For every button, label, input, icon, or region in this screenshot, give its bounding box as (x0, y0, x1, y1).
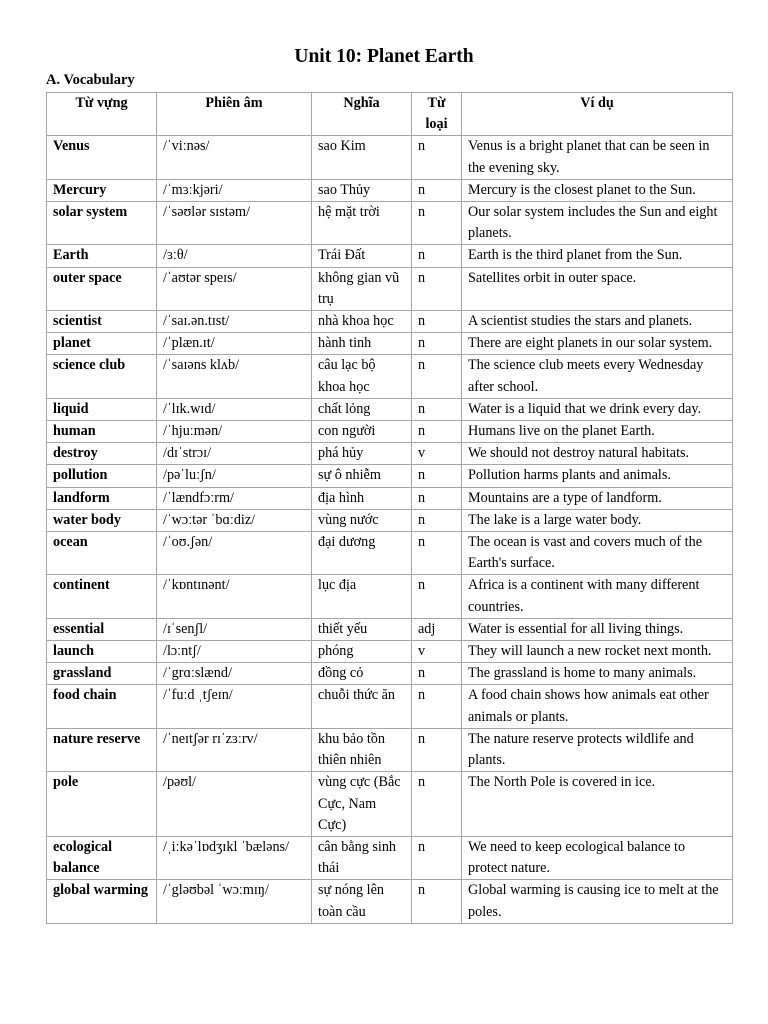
cell-word: water body (47, 509, 157, 531)
cell-example: Mountains are a type of landform. (462, 487, 733, 509)
cell-ipa: /ˈsəʊlər sɪstəm/ (157, 202, 312, 245)
cell-meaning: chất lỏng (312, 398, 412, 420)
cell-word: Earth (47, 245, 157, 267)
cell-type: n (412, 728, 462, 771)
cell-example: There are eight planets in our solar system. (462, 333, 733, 355)
cell-type: n (412, 202, 462, 245)
cell-ipa: /ˈsaɪəns klʌb/ (157, 355, 312, 398)
table-row (47, 641, 733, 663)
table-row (47, 333, 733, 355)
cell-ipa: /ˈsaɪ.ən.tɪst/ (157, 311, 312, 333)
table-row (47, 421, 733, 443)
column-header-ipa: Phiên âm (157, 93, 312, 136)
cell-example: Our solar system includes the Sun and eight planets. (462, 202, 733, 245)
table-row (47, 202, 733, 245)
cell-ipa: /ˈgrɑːslænd/ (157, 663, 312, 685)
cell-meaning: sự nóng lên toàn cầu (312, 880, 412, 923)
column-header-type: Từ loại (412, 93, 462, 136)
cell-word: outer space (47, 267, 157, 310)
cell-meaning: con người (312, 421, 412, 443)
cell-example: Water is a liquid that we drink every day. (462, 398, 733, 420)
cell-meaning: hệ mặt trời (312, 202, 412, 245)
cell-example: Water is essential for all living things. (462, 618, 733, 640)
cell-meaning: hành tinh (312, 333, 412, 355)
cell-word: ecological balance (47, 836, 157, 879)
cell-ipa: /ɪˈsenʃl/ (157, 618, 312, 640)
vocabulary-table (46, 92, 733, 924)
cell-type: n (412, 685, 462, 728)
cell-type: n (412, 245, 462, 267)
table-row (47, 618, 733, 640)
cell-example: The North Pole is covered in ice. (462, 772, 733, 837)
cell-word: grassland (47, 663, 157, 685)
cell-meaning: nhà khoa học (312, 311, 412, 333)
cell-example: A scientist studies the stars and planets. (462, 311, 733, 333)
cell-type: n (412, 880, 462, 923)
cell-example: The ocean is vast and covers much of the Earth's surface. (462, 532, 733, 575)
cell-word: landform (47, 487, 157, 509)
cell-example: Pollution harms plants and animals. (462, 465, 733, 487)
cell-example: Venus is a bright planet that can be seen in the evening sky. (462, 136, 733, 179)
cell-word: Venus (47, 136, 157, 179)
cell-type: n (412, 355, 462, 398)
cell-word: solar system (47, 202, 157, 245)
cell-ipa: /ˈviːnəs/ (157, 136, 312, 179)
table-row (47, 311, 733, 333)
cell-meaning: vùng nước (312, 509, 412, 531)
table-row (47, 443, 733, 465)
cell-example: The science club meets every Wednesday after school. (462, 355, 733, 398)
cell-word: pollution (47, 465, 157, 487)
cell-word: pole (47, 772, 157, 837)
cell-meaning: không gian vũ trụ (312, 267, 412, 310)
table-row (47, 509, 733, 531)
cell-word: destroy (47, 443, 157, 465)
cell-meaning: cân bằng sinh thái (312, 836, 412, 879)
table-header-row (47, 93, 733, 136)
cell-ipa: /ˈkɒntɪnənt/ (157, 575, 312, 618)
cell-word: essential (47, 618, 157, 640)
cell-ipa: /ˈaʊtər speɪs/ (157, 267, 312, 310)
cell-example: Mercury is the closest planet to the Sun. (462, 179, 733, 201)
cell-word: launch (47, 641, 157, 663)
cell-meaning: lục địa (312, 575, 412, 618)
cell-type: n (412, 311, 462, 333)
cell-word: liquid (47, 398, 157, 420)
cell-word: human (47, 421, 157, 443)
cell-word: scientist (47, 311, 157, 333)
cell-word: ocean (47, 532, 157, 575)
cell-type: n (412, 532, 462, 575)
cell-type: n (412, 836, 462, 879)
cell-ipa: /ˈfuːd ˌtʃeɪn/ (157, 685, 312, 728)
cell-ipa: /pəʊl/ (157, 772, 312, 837)
table-row (47, 267, 733, 310)
table-row (47, 398, 733, 420)
table-row (47, 728, 733, 771)
cell-word: nature reserve (47, 728, 157, 771)
table-row (47, 575, 733, 618)
cell-example: Humans live on the planet Earth. (462, 421, 733, 443)
cell-type: n (412, 772, 462, 837)
cell-meaning: khu bảo tồn thiên nhiên (312, 728, 412, 771)
cell-ipa: /ɜːθ/ (157, 245, 312, 267)
cell-ipa: /dɪˈstrɔɪ/ (157, 443, 312, 465)
cell-ipa: /ˈwɔːtər ˈbɑːdiz/ (157, 509, 312, 531)
cell-ipa: /ˈplæn.ɪt/ (157, 333, 312, 355)
cell-ipa: /pəˈluːʃn/ (157, 465, 312, 487)
cell-ipa: /ˈlændfɔːrm/ (157, 487, 312, 509)
cell-meaning: sự ô nhiễm (312, 465, 412, 487)
cell-meaning: địa hình (312, 487, 412, 509)
cell-type: adj (412, 618, 462, 640)
cell-type: n (412, 136, 462, 179)
column-header-meaning: Nghĩa (312, 93, 412, 136)
cell-type: n (412, 465, 462, 487)
cell-example: They will launch a new rocket next month. (462, 641, 733, 663)
cell-type: v (412, 443, 462, 465)
cell-example: A food chain shows how animals eat other animals or plants. (462, 685, 733, 728)
cell-meaning: sao Kim (312, 136, 412, 179)
cell-type: n (412, 421, 462, 443)
cell-type: n (412, 487, 462, 509)
cell-example: We should not destroy natural habitats. (462, 443, 733, 465)
cell-meaning: Trái Đất (312, 245, 412, 267)
cell-word: global warming (47, 880, 157, 923)
table-row (47, 880, 733, 923)
cell-ipa: /ˈneɪtʃər rɪˈzɜːrv/ (157, 728, 312, 771)
cell-ipa: /ˈhjuːmən/ (157, 421, 312, 443)
column-header-example: Ví dụ (462, 93, 733, 136)
column-header-word: Từ vựng (47, 93, 157, 136)
cell-type: n (412, 509, 462, 531)
cell-ipa: /ˈoʊ.ʃən/ (157, 532, 312, 575)
cell-type: n (412, 179, 462, 201)
table-row (47, 685, 733, 728)
table-row (47, 663, 733, 685)
cell-example: Africa is a continent with many different countries. (462, 575, 733, 618)
cell-word: planet (47, 333, 157, 355)
cell-ipa: /ˌiːkəˈlɒdʒɪkl ˈbæləns/ (157, 836, 312, 879)
cell-meaning: câu lạc bộ khoa học (312, 355, 412, 398)
cell-example: Global warming is causing ice to melt at the poles. (462, 880, 733, 923)
cell-meaning: đồng cỏ (312, 663, 412, 685)
cell-word: Mercury (47, 179, 157, 201)
cell-meaning: sao Thủy (312, 179, 412, 201)
cell-meaning: vùng cực (Bắc Cực, Nam Cực) (312, 772, 412, 837)
cell-meaning: chuỗi thức ăn (312, 685, 412, 728)
cell-ipa: /ˈmɜːkjəri/ (157, 179, 312, 201)
cell-example: The nature reserve protects wildlife and plants. (462, 728, 733, 771)
cell-type: v (412, 641, 462, 663)
table-row (47, 487, 733, 509)
cell-type: n (412, 267, 462, 310)
table-row (47, 836, 733, 879)
cell-meaning: phóng (312, 641, 412, 663)
table-row (47, 245, 733, 267)
cell-example: The lake is a large water body. (462, 509, 733, 531)
cell-example: The grassland is home to many animals. (462, 663, 733, 685)
cell-type: n (412, 663, 462, 685)
cell-word: continent (47, 575, 157, 618)
cell-type: n (412, 333, 462, 355)
cell-word: food chain (47, 685, 157, 728)
cell-type: n (412, 575, 462, 618)
table-row (47, 772, 733, 837)
page-title: Unit 10: Planet Earth (294, 46, 474, 67)
cell-example: Satellites orbit in outer space. (462, 267, 733, 310)
cell-meaning: phá hủy (312, 443, 412, 465)
table-row (47, 355, 733, 398)
table-row (47, 532, 733, 575)
cell-example: Earth is the third planet from the Sun. (462, 245, 733, 267)
table-row (47, 465, 733, 487)
cell-meaning: đại dương (312, 532, 412, 575)
cell-ipa: /lɔːntʃ/ (157, 641, 312, 663)
cell-ipa: /ˈgləʊbəl ˈwɔːmɪŋ/ (157, 880, 312, 923)
section-heading: A. Vocabulary (46, 72, 135, 88)
table-row (47, 179, 733, 201)
table-row (47, 136, 733, 179)
cell-meaning: thiết yếu (312, 618, 412, 640)
cell-type: n (412, 398, 462, 420)
cell-word: science club (47, 355, 157, 398)
cell-example: We need to keep ecological balance to protect nature. (462, 836, 733, 879)
cell-ipa: /ˈlɪk.wɪd/ (157, 398, 312, 420)
